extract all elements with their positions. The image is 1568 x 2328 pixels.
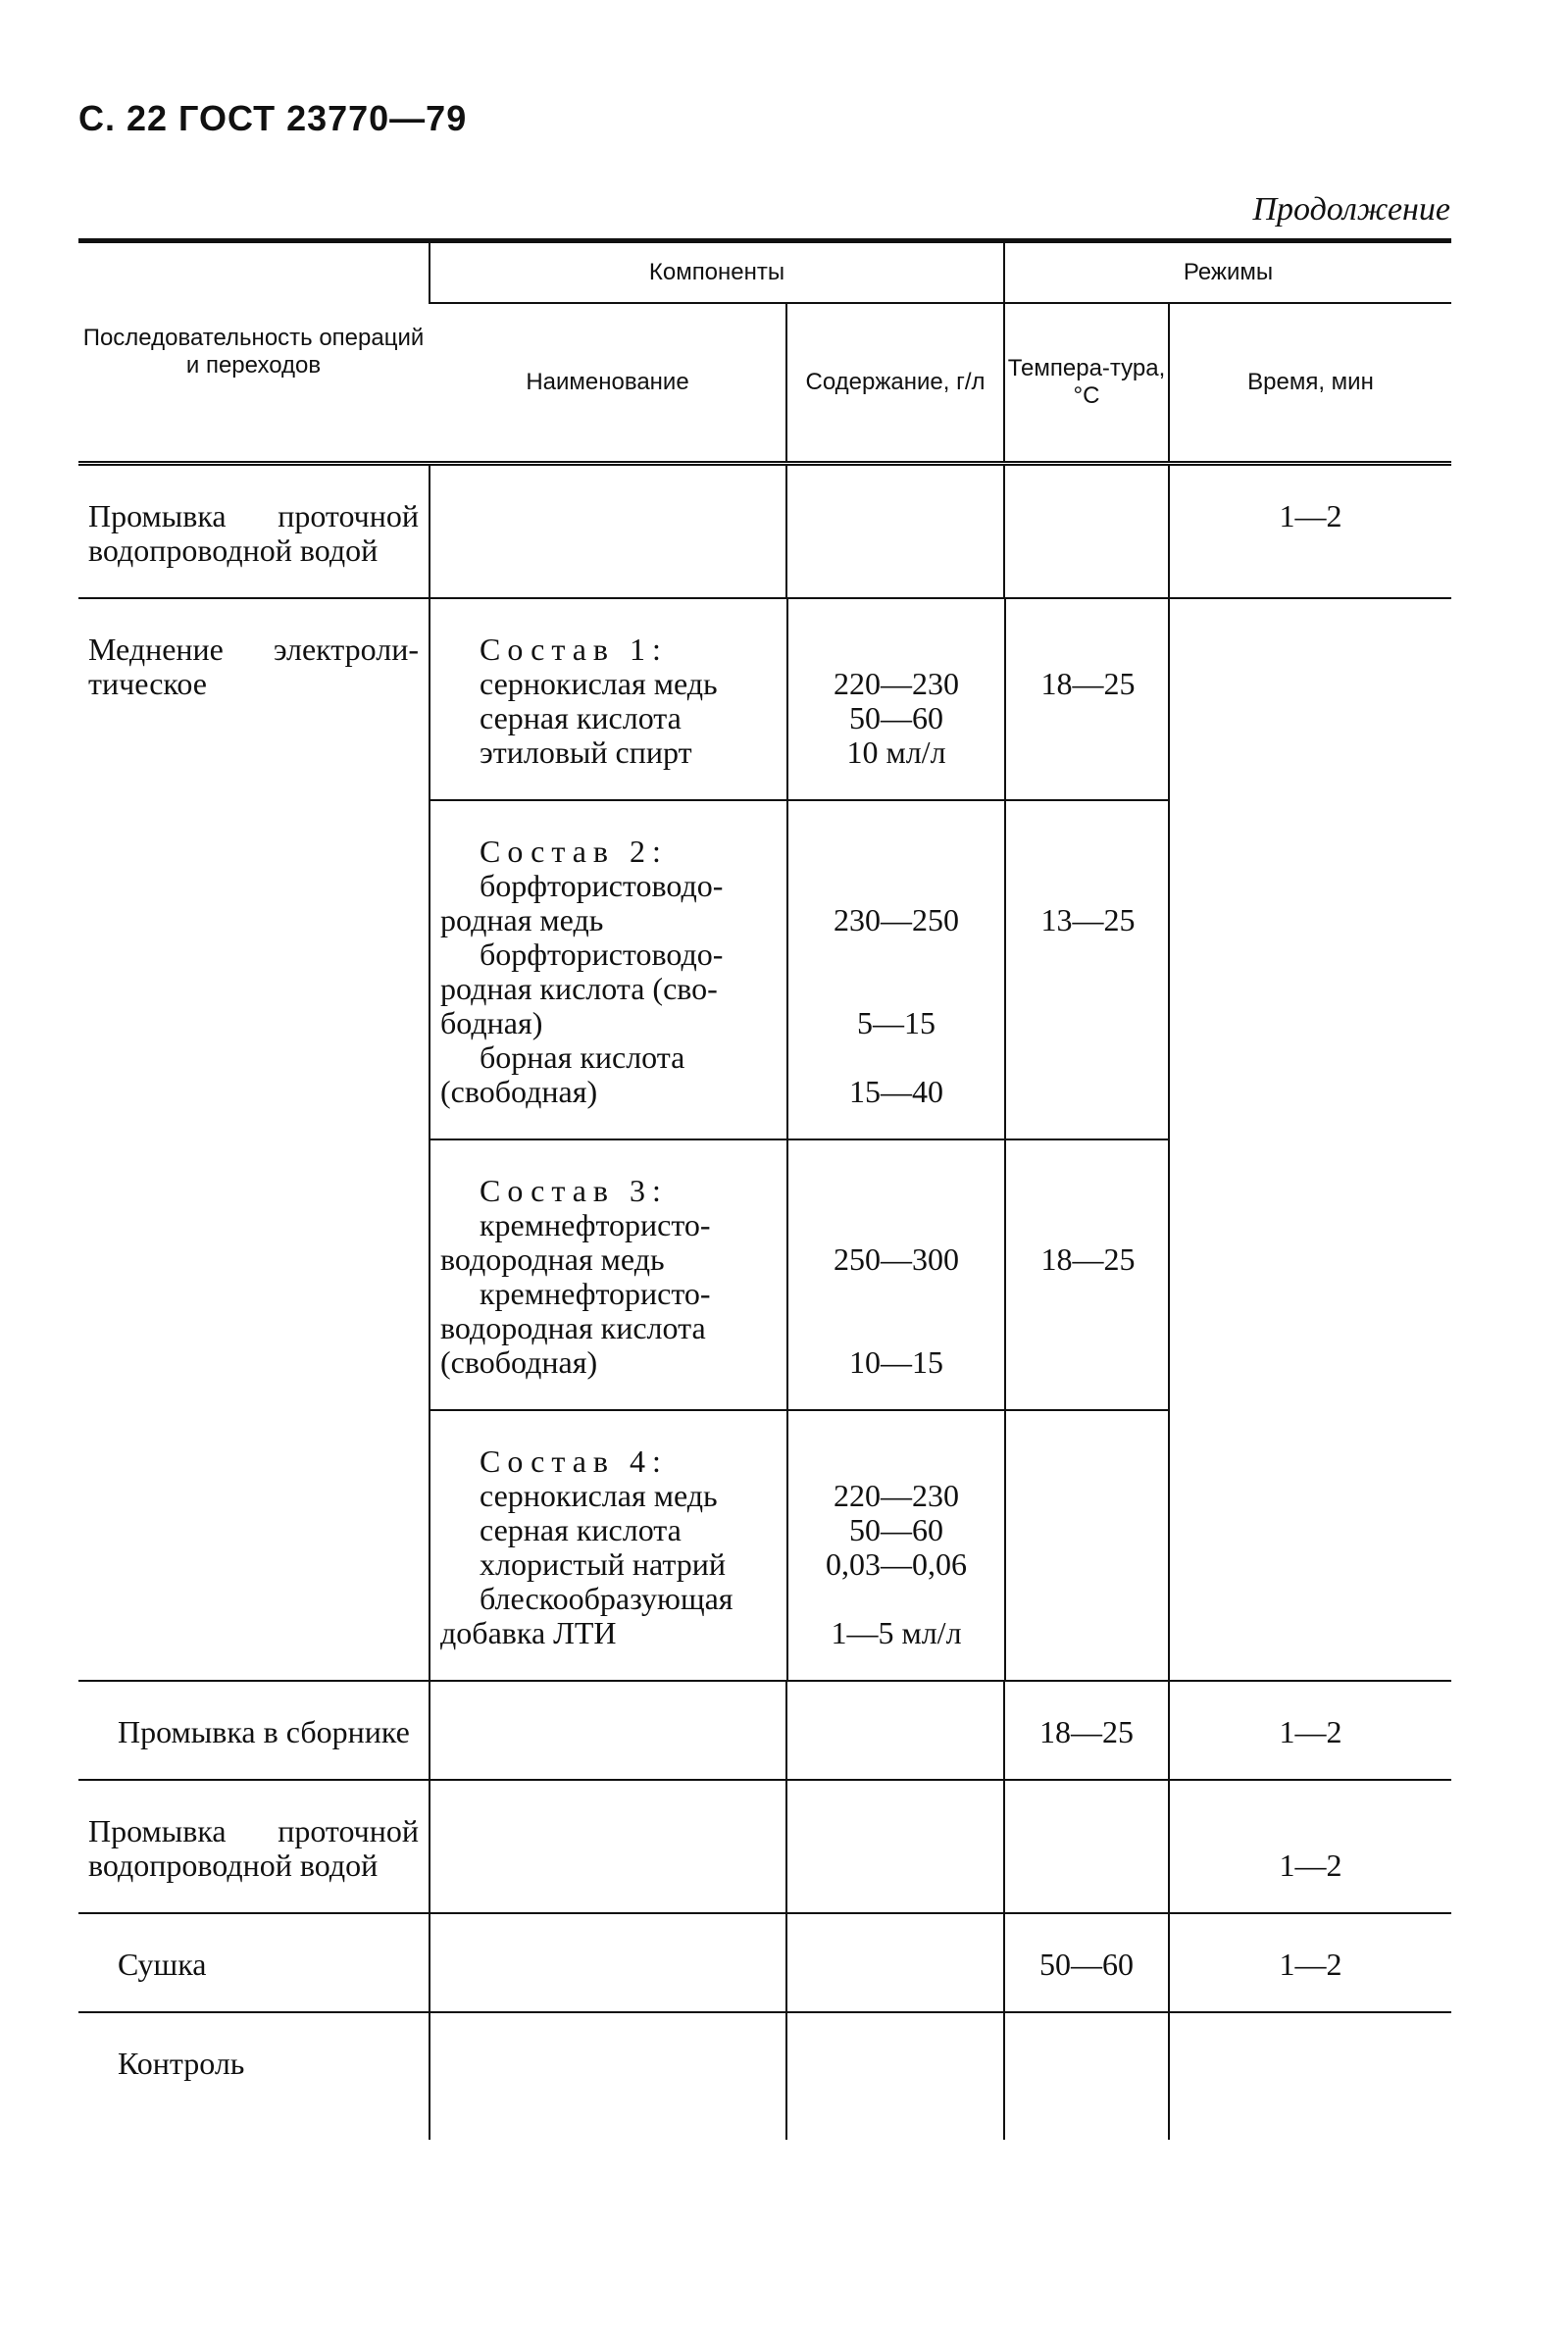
content-value: 220—230 <box>834 1478 959 1513</box>
content-value: 250—300 <box>834 1241 959 1277</box>
temperature-value: 13—25 <box>1040 902 1136 937</box>
table-row <box>78 1913 1451 2012</box>
compositions-subtable <box>430 599 1170 1680</box>
composition-content-cell <box>787 599 1005 800</box>
compositions-cell <box>430 598 1169 1681</box>
component-name: серная кислота <box>480 1512 682 1547</box>
operation-text: водопроводной водой <box>88 1847 379 1883</box>
operation-cell <box>78 1780 430 1913</box>
time-cell: 1—2 <box>1169 1913 1451 2012</box>
time-cell <box>1169 598 1451 1681</box>
process-table <box>78 238 1451 2140</box>
content-cell <box>786 2012 1004 2140</box>
name-cell <box>430 2012 786 2140</box>
operation-text: тическое <box>88 666 207 701</box>
header-modes: Режимы <box>1004 241 1451 304</box>
operation-text: Меднение электроли- <box>88 632 419 667</box>
composition-title: Состав 2: <box>480 834 668 869</box>
operation-text: водопроводной водой <box>88 532 379 568</box>
name-cell <box>430 1913 786 2012</box>
header-components: Компоненты <box>430 241 1004 304</box>
table-row <box>78 1681 1451 1780</box>
composition-temperature-cell <box>1005 1139 1170 1410</box>
name-cell <box>430 464 786 599</box>
operation-text: Контроль <box>118 2046 245 2081</box>
time-cell <box>1169 2012 1451 2140</box>
component-name: этиловый спирт <box>480 734 692 770</box>
composition-row <box>430 1410 1170 1680</box>
header-content: Содержание, г/л <box>786 303 1004 464</box>
name-cell <box>430 1780 786 1913</box>
table-row <box>78 464 1451 599</box>
content-cell <box>786 464 1004 599</box>
operation-cell <box>78 2012 430 2140</box>
composition-content-cell <box>787 1139 1005 1410</box>
table-row <box>78 1780 1451 1913</box>
header-time: Время, мин <box>1169 303 1451 464</box>
content-cell <box>786 1681 1004 1780</box>
component-name: борфтористоводо- <box>480 936 724 972</box>
content-value: 50—60 <box>849 1512 943 1547</box>
composition-name-cell <box>430 800 787 1139</box>
composition-row <box>430 800 1170 1139</box>
composition-title: Состав 4: <box>480 1443 668 1479</box>
composition-title: Состав 3: <box>480 1173 668 1208</box>
temperature-value: 18—25 <box>1040 1241 1136 1277</box>
content-value: 0,03—0,06 <box>826 1546 967 1582</box>
temperature-cell <box>1004 2012 1169 2140</box>
continuation-label: Продолжение <box>1252 191 1450 228</box>
content-value: 5—15 <box>857 1005 936 1040</box>
table-body <box>78 464 1451 2141</box>
temperature-cell <box>1004 1780 1169 1913</box>
time-cell: 1—2 <box>1169 1780 1451 1913</box>
content-value: 10—15 <box>849 1344 943 1380</box>
composition-content-cell <box>787 800 1005 1139</box>
content-value: 220—230 <box>834 666 959 701</box>
content-cell <box>786 1913 1004 2012</box>
content-cell <box>786 1780 1004 1913</box>
header-operation: Последовательность операций и переходов <box>78 241 430 464</box>
component-name: борфтористоводо- <box>480 868 724 903</box>
composition-row <box>430 599 1170 800</box>
table-row <box>78 2012 1451 2140</box>
operation-text: Промывка проточной <box>88 1813 419 1848</box>
table-row <box>78 598 1451 1681</box>
content-value: 1—5 мл/л <box>831 1615 962 1650</box>
component-name: (свободная) <box>440 1074 598 1109</box>
operation-cell <box>78 1681 430 1780</box>
content-value: 230—250 <box>834 902 959 937</box>
operation-cell <box>78 1913 430 2012</box>
temperature-cell: 18—25 <box>1004 1681 1169 1780</box>
header-name: Наименование <box>430 303 786 464</box>
operation-text: Промывка проточной <box>88 498 419 533</box>
operation-cell <box>78 598 430 1681</box>
component-name: бодная) <box>440 1005 543 1040</box>
content-value: 50—60 <box>849 700 943 735</box>
temperature-cell <box>1004 464 1169 599</box>
operation-text: Сушка <box>118 1947 207 1982</box>
content-value: 10 мл/л <box>846 734 946 770</box>
component-name: родная кислота (сво- <box>440 971 718 1006</box>
component-name: сернокислая медь <box>480 1478 718 1513</box>
component-name: борная кислота <box>480 1039 685 1075</box>
time-cell: 1—2 <box>1169 1681 1451 1780</box>
content-value: 15—40 <box>849 1074 943 1109</box>
composition-temperature-cell <box>1005 1410 1170 1680</box>
operation-text: Промывка в сборнике <box>118 1714 410 1749</box>
component-name: (свободная) <box>440 1344 598 1380</box>
name-cell <box>430 1681 786 1780</box>
composition-name-cell <box>430 1410 787 1680</box>
component-name: водородная медь <box>440 1241 665 1277</box>
composition-name-cell <box>430 1139 787 1410</box>
temperature-value: 18—25 <box>1040 666 1136 701</box>
temperature-cell: 50—60 <box>1004 1913 1169 2012</box>
composition-name-cell <box>430 599 787 800</box>
composition-content-cell <box>787 1410 1005 1680</box>
composition-title: Состав 1: <box>480 632 668 667</box>
operation-cell <box>78 464 430 599</box>
component-name: водородная кислота <box>440 1310 706 1345</box>
header-temperature: Темпера-тура, °С <box>1004 303 1169 464</box>
page-header: С. 22 ГОСТ 23770—79 <box>78 98 468 138</box>
composition-temperature-cell <box>1005 599 1170 800</box>
time-cell: 1—2 <box>1169 464 1451 599</box>
component-name: блескообразующая <box>480 1581 733 1616</box>
component-name: серная кислота <box>480 700 682 735</box>
component-name: кремнефтористо- <box>480 1276 711 1311</box>
composition-temperature-cell <box>1005 800 1170 1139</box>
component-name: родная медь <box>440 902 604 937</box>
component-name: добавка ЛТИ <box>440 1615 617 1650</box>
component-name: хлористый натрий <box>480 1546 727 1582</box>
process-table-container <box>78 238 1451 2140</box>
component-name: кремнефтористо- <box>480 1207 711 1242</box>
component-name: сернокислая медь <box>480 666 718 701</box>
composition-row <box>430 1139 1170 1410</box>
